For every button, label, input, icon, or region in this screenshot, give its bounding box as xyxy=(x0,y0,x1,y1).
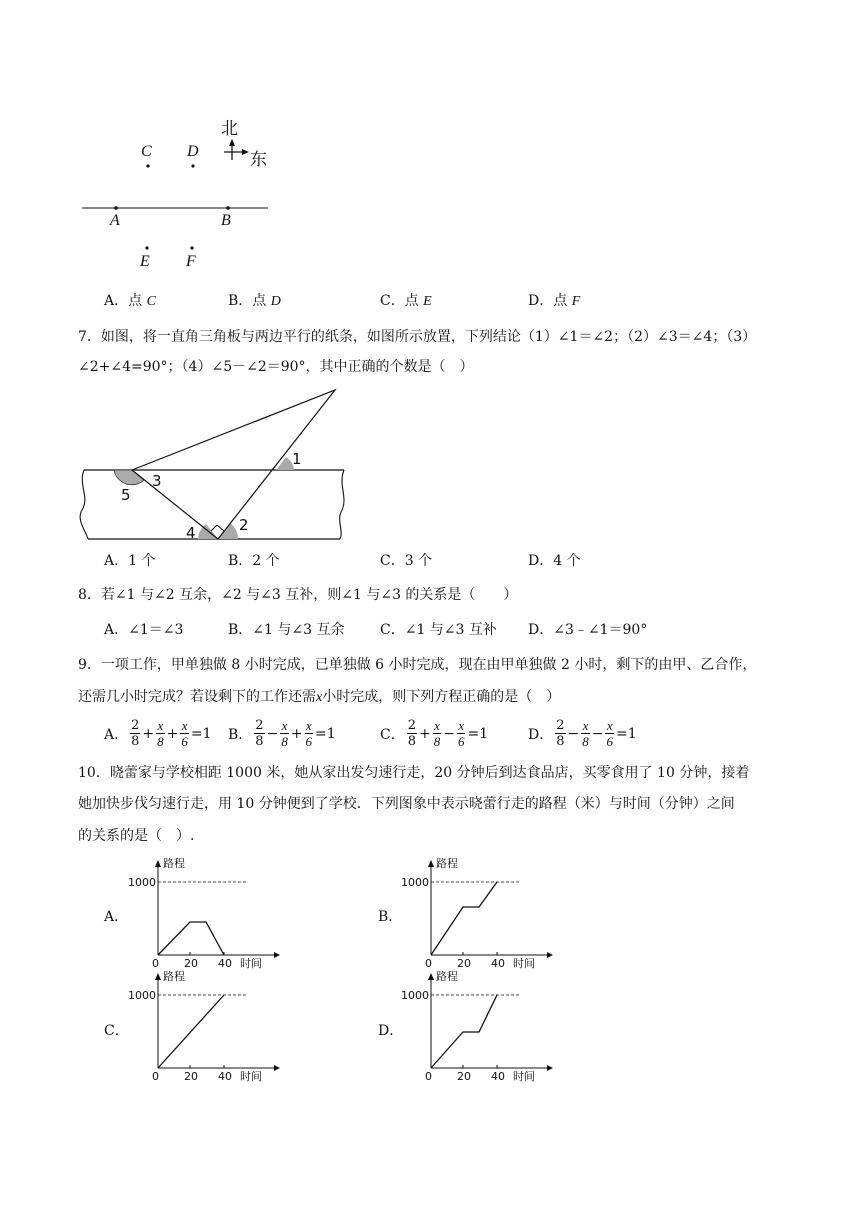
angle-3-label: 3 xyxy=(152,472,162,490)
x-tick-0: 0 xyxy=(425,957,432,970)
fraction: $\frac{2}{8}$ xyxy=(407,718,416,749)
fraction: $\frac{x}{6}$ xyxy=(457,718,465,749)
q10-stem-line1: 10．晓蕾家与学校相距 1000 米，她从家出发匀速行走，20 分钟后到达食品店，买零食用了 10 分钟，接着 xyxy=(78,765,750,781)
x-axis-title: 时间 xyxy=(513,957,535,970)
y-axis-title: 路程 xyxy=(163,857,185,870)
point-d xyxy=(191,164,194,167)
q7-option-a[interactable]: A．1 个 xyxy=(104,553,156,569)
fraction: $\frac{x}{8}$ xyxy=(582,718,589,749)
x-axis-title: 时间 xyxy=(240,957,262,970)
q10-graph-b[interactable] xyxy=(391,855,561,975)
fraction: $\frac{2}{8}$ xyxy=(131,718,140,749)
q10-option-c-label[interactable]: C． xyxy=(104,1023,129,1039)
y-axis-title: 路程 xyxy=(436,857,458,870)
compass-east-label: 东 xyxy=(250,150,267,170)
angle-1-label: 1 xyxy=(292,450,302,468)
q9-option-c[interactable]: C． $\frac{2}{8}$ + $\frac{x}{8}$ − $\frac{x}{6}$ =1 xyxy=(380,718,489,749)
y-axis-title: 路程 xyxy=(163,970,185,983)
q9-stem-line2: 还需几小时完成？若设剩下的工作还需x小时完成，则下列方程正确的是（ ） xyxy=(78,689,561,705)
point-b-label: B xyxy=(221,212,231,229)
point-c xyxy=(146,164,149,167)
angle-2-label: 2 xyxy=(239,516,249,534)
q8-option-d[interactable]: D．∠3﹣∠1＝90° xyxy=(528,622,648,638)
x-tick-40: 40 xyxy=(491,957,505,970)
point-a-label: A xyxy=(110,212,120,229)
fraction: $\frac{x}{6}$ xyxy=(305,718,313,749)
q10-stem-line2: 她加快步伐匀速行走，用 10 分钟便到了学校．下列图象中表示晓蕾行走的路程（米）与时间（分钟）之间 xyxy=(78,796,735,812)
q7-diagram xyxy=(72,385,362,545)
point-d-label: D xyxy=(187,143,199,160)
y-tick-1000: 1000 xyxy=(401,989,429,1002)
q7-stem-line2: ∠2+∠4=90°；（4）∠5－∠2＝90°，其中正确的个数是（ ） xyxy=(78,359,474,375)
q9-option-b[interactable]: B． $\frac{2}{8}$ − $\frac{x}{8}$ + $\frac{x}{6}$ =1 xyxy=(228,718,336,749)
q6-option-a[interactable]: A．点 C xyxy=(104,293,156,309)
fraction: $\frac{x}{8}$ xyxy=(157,718,164,749)
q9-option-d[interactable]: D． $\frac{2}{8}$ − $\frac{x}{8}$ − $\frac{x}{6}$ =1 xyxy=(528,718,637,749)
x-axis-title: 时间 xyxy=(513,1070,535,1083)
x-tick-40: 40 xyxy=(491,1070,505,1083)
q8-option-c[interactable]: C．∠1 与∠3 互补 xyxy=(380,622,497,638)
q10-option-d-label[interactable]: D． xyxy=(378,1023,404,1039)
fraction: $\frac{x}{8}$ xyxy=(433,718,441,749)
point-e xyxy=(145,246,148,249)
x-tick-20: 20 xyxy=(184,957,198,970)
fraction: $\frac{2}{8}$ xyxy=(255,718,264,749)
q6-diagram xyxy=(80,108,280,278)
q10-graph-c[interactable] xyxy=(118,968,288,1088)
q9-stem-line1: 9．一项工作，甲单独做 8 小时完成，已单独做 6 小时完成，现在由甲单独做 2 小时，剩下的由甲、乙合作， xyxy=(78,657,757,673)
q8-stem: 8．若∠1 与∠2 互余，∠2 与∠3 互补，则∠1 与∠3 的关系是（ ） xyxy=(78,587,518,603)
x-tick-20: 20 xyxy=(184,1070,198,1083)
q10-option-b-label[interactable]: B． xyxy=(378,909,403,925)
y-axis-title: 路程 xyxy=(436,970,458,983)
x-tick-40: 40 xyxy=(218,1070,232,1083)
q10-graph-a[interactable] xyxy=(118,855,288,975)
compass-north-arrowhead xyxy=(229,139,235,146)
x-tick-20: 20 xyxy=(457,1070,471,1083)
q8-option-b[interactable]: B．∠1 与∠3 互余 xyxy=(228,622,345,638)
point-e-label: E xyxy=(140,253,150,270)
y-tick-1000: 1000 xyxy=(128,989,156,1002)
q6-option-b[interactable]: B．点 D xyxy=(228,293,281,309)
fraction: $\frac{x}{8}$ xyxy=(281,718,288,749)
q10-option-a-label[interactable]: A． xyxy=(104,909,129,925)
q10-stem-line3: 的关系的是（ ）. xyxy=(78,828,195,844)
x-tick-0: 0 xyxy=(425,1070,432,1083)
q7-option-c[interactable]: C．3 个 xyxy=(380,553,433,569)
point-c-label: C xyxy=(141,143,152,160)
point-f xyxy=(190,246,193,249)
angle-4-label: 4 xyxy=(186,524,196,542)
q6-option-c[interactable]: C．点 E xyxy=(380,293,432,309)
x-axis-title: 时间 xyxy=(240,1070,262,1083)
angle-5-label: 5 xyxy=(121,486,131,504)
q7-option-b[interactable]: B．2 个 xyxy=(228,553,280,569)
point-b xyxy=(226,206,230,210)
point-f-label: F xyxy=(186,253,196,270)
x-tick-0: 0 xyxy=(152,957,159,970)
y-tick-1000: 1000 xyxy=(401,876,429,889)
compass-north-label: 北 xyxy=(221,119,238,139)
x-tick-0: 0 xyxy=(152,1070,159,1083)
y-tick-1000: 1000 xyxy=(128,876,156,889)
fraction: $\frac{x}{6}$ xyxy=(606,718,613,749)
x-tick-40: 40 xyxy=(218,957,232,970)
compass-east-arrowhead xyxy=(242,149,249,155)
q8-option-a[interactable]: A．∠1＝∠3 xyxy=(104,622,184,638)
fraction: $\frac{x}{6}$ xyxy=(181,718,188,749)
q6-option-d[interactable]: D．点 F xyxy=(528,293,581,309)
fraction: $\frac{2}{8}$ xyxy=(556,718,565,749)
point-a xyxy=(114,206,118,210)
q10-graph-d[interactable] xyxy=(391,968,561,1088)
x-tick-20: 20 xyxy=(457,957,471,970)
q7-option-d[interactable]: D．4 个 xyxy=(528,553,581,569)
q7-stem-line1: 7．如图，将一直角三角板与两边平行的纸条，如图所示放置，下列结论（1）∠1＝∠2；（2）∠3＝∠4；（3） xyxy=(78,329,757,345)
q9-option-a[interactable]: A． $\frac{2}{8}$ + $\frac{x}{8}$ + $\frac{x}{6}$ =1 xyxy=(104,718,212,749)
